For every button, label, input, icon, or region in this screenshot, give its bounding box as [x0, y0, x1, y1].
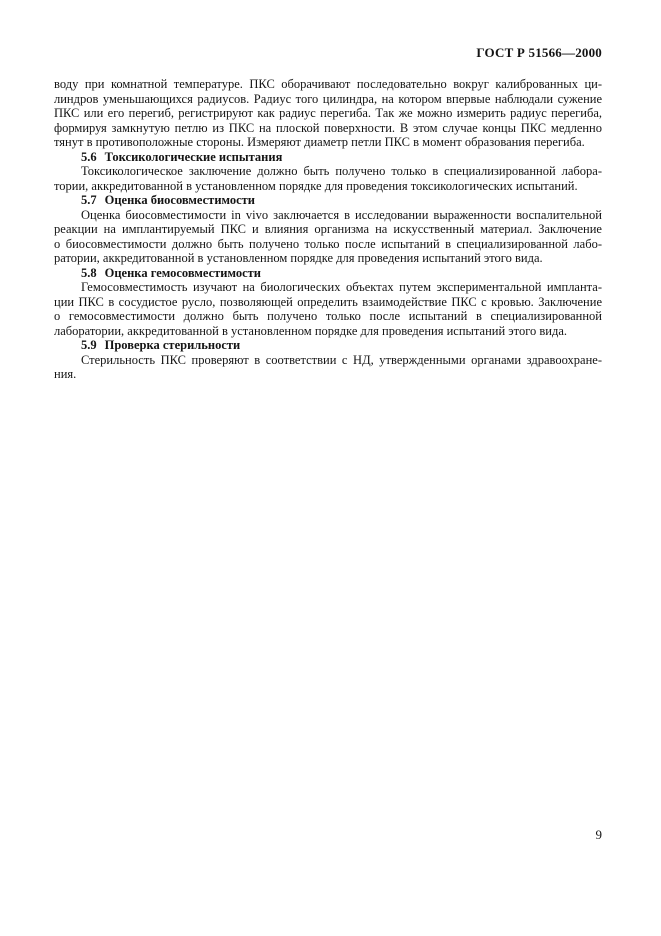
page-number: 9 — [595, 827, 602, 842]
standard-code-header: ГОСТ Р 51566—2000 — [476, 45, 602, 60]
text-line: Токсикологическое заключение должно быть получено только в специализированной лабора- — [81, 164, 602, 178]
text-line: тянут в противоположные стороны. Измеряют диаметр петли ПКС в момент образования перегиба. — [54, 135, 585, 149]
section-heading — [54, 193, 602, 208]
section-title: Токсикологические испытания — [104, 149, 283, 164]
section-title: Оценка биосовместимости — [104, 193, 256, 207]
text-line: тории, аккредитованной в установленном порядке для проведения токсикологических испытаний. — [54, 178, 578, 193]
section-title: Проверка стерильности — [104, 338, 241, 352]
section-heading — [54, 338, 602, 353]
text-line: о гемосовместимости должно быть получено только после испытаний в специализированной — [54, 309, 602, 323]
text-line: Оценка биосовместимости in vivo заключается в исследовании выраженности воспалительной — [81, 207, 602, 222]
text-line: формируя замкнутую петлю из ПКС на плоской поверхности. В этом случае концы ПКС медленно — [54, 120, 602, 135]
text-line: ния. — [54, 367, 77, 381]
section-title: Оценка гемосовместимости — [104, 265, 261, 280]
text-line: воду при комнатной температуре. ПКС оборачивают последовательно вокруг калиброванных ци- — [54, 77, 602, 91]
text-line: лаборатории, аккредитованной в установленном порядке для проведения испытаний этого вида. — [54, 323, 568, 338]
text-line: ратории, аккредитованной в установленном порядке для проведения испытаний этого вида. — [54, 251, 543, 265]
section-number: 5.6 — [81, 149, 97, 164]
text-line: линдров уменьшающихся радиусов. Радиус того цилиндра, на котором впервые наблюдали сужение — [54, 91, 602, 106]
text-line: реакции на имплантируемый ПКС и влияния организма на искусственный материал. Заключение — [54, 222, 602, 236]
text-line: ции ПКС в сосудистое русло, позволяющей определить взаимодействие ПКС с кровью. Заключение — [54, 294, 602, 309]
text-line: Гемосовместимость изучают на биологических объектах путем экспериментальной импланта- — [81, 280, 602, 294]
section-number: 5.9 — [81, 338, 97, 352]
section-number: 5.7 — [81, 193, 97, 207]
document-body — [54, 77, 602, 382]
text-line: о биосовместимости должно быть получено только после испытаний в специализированной лабо- — [54, 236, 602, 251]
section-heading — [54, 266, 602, 281]
text-line: Стерильность ПКС проверяют в соответствии с НД, утвержденными органами здравоохране- — [81, 352, 602, 367]
section-heading — [54, 150, 602, 165]
text-line: ПКС или его перегиб, регистрируют как радиус перегиба. Так же можно измерить радиус перегиба, — [54, 106, 602, 120]
section-number: 5.8 — [81, 265, 97, 280]
